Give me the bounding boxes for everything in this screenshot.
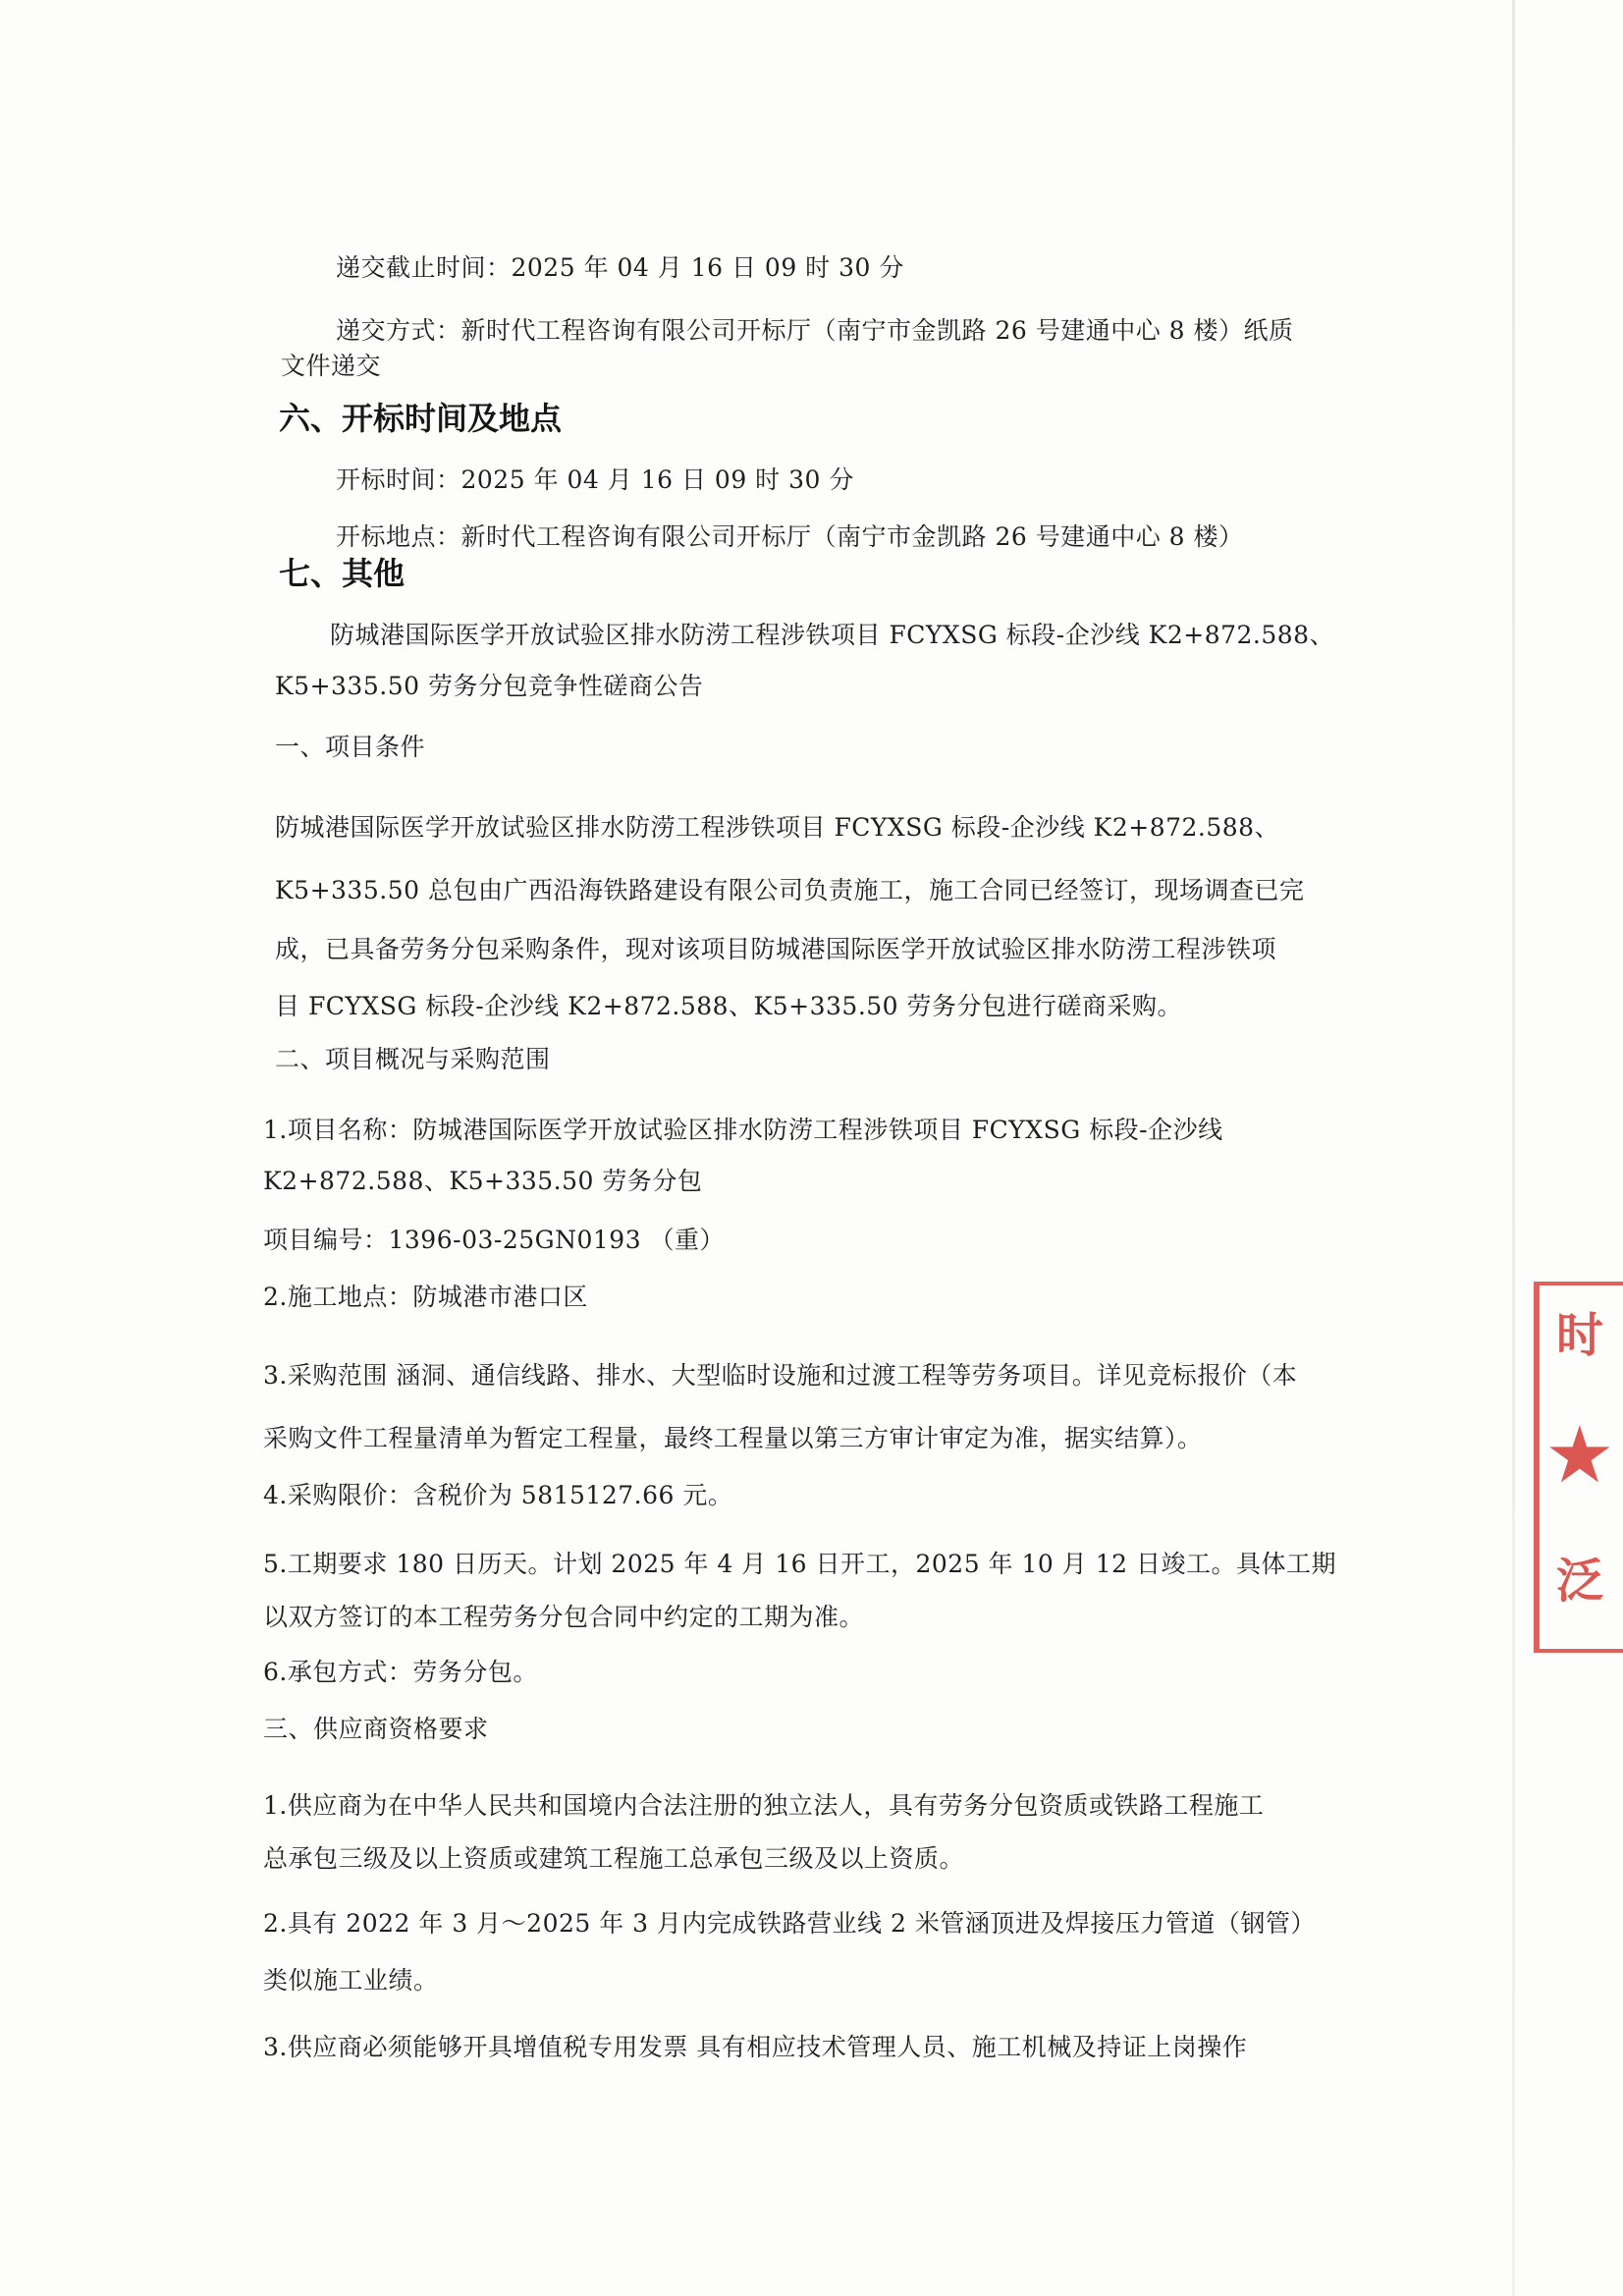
section-6-heading: 六、开标时间及地点 bbox=[279, 400, 563, 437]
part-1-heading: 一、项目条件 bbox=[275, 733, 426, 761]
part-1-line: K5+335.50 总包由广西沿海铁路建设有限公司负责施工，施工合同已经签订，现场调查已完 bbox=[275, 876, 1305, 904]
seal-char-bottom: 泛 bbox=[1556, 1554, 1604, 1609]
requirement-3: 3.供应商必须能够开具增值税专用发票 具有相应技术管理人员、施工机械及持证上岗操作 bbox=[263, 2033, 1248, 2061]
requirement-2-cont: 类似施工业绩。 bbox=[263, 1966, 439, 1995]
procurement-limit: 4.采购限价：含税价为 5815127.66 元。 bbox=[263, 1481, 733, 1509]
construction-location: 2.施工地点：防城港市港口区 bbox=[263, 1283, 588, 1311]
notice-title: 防城港国际医学开放试验区排水防涝工程涉铁项目 FCYXSG 标段-企沙线 K2+872.588、 bbox=[330, 621, 1335, 649]
submission-method: 递交方式：新时代工程咨询有限公司开标厅（南宁市金凯路 26 号建通中心 8 楼）纸质 bbox=[336, 316, 1294, 345]
notice-title-cont: K5+335.50 劳务分包竞争性磋商公告 bbox=[275, 672, 704, 700]
part-3-heading: 三、供应商资格要求 bbox=[263, 1715, 489, 1743]
part-1-line: 防城港国际医学开放试验区排水防涝工程涉铁项目 FCYXSG 标段-企沙线 K2+872.588、 bbox=[275, 813, 1280, 842]
part-1-line: 成，已具备劳务分包采购条件，现对该项目防城港国际医学开放试验区排水防涝工程涉铁项 bbox=[275, 935, 1277, 963]
seal-star-icon: ★ bbox=[1544, 1409, 1615, 1501]
requirement-1: 1.供应商为在中华人民共和国境内合法注册的独立法人，具有劳务分包资质或铁路工程施工 bbox=[263, 1791, 1265, 1820]
requirement-2: 2.具有 2022 年 3 月～2025 年 3 月内完成铁路营业线 2 米管涵顶进及焊接压力管道（钢管） bbox=[263, 1909, 1316, 1938]
contract-method: 6.承包方式：劳务分包。 bbox=[263, 1658, 538, 1686]
submission-deadline: 递交截止时间：2025 年 04 月 16 日 09 时 30 分 bbox=[336, 253, 904, 282]
project-number: 项目编号：1396-03-25GN0193 （重） bbox=[263, 1226, 726, 1254]
procurement-scope: 3.采购范围 涵洞、通信线路、排水、大型临时设施和过渡工程等劳务项目。详见竞标报价（本 bbox=[263, 1361, 1298, 1390]
construction-period: 5.工期要求 180 日历天。计划 2025 年 4 月 16 日开工，2025 年 10 月 12 日竣工。具体工期 bbox=[263, 1550, 1336, 1578]
part-2-heading: 二、项目概况与采购范围 bbox=[275, 1045, 551, 1073]
seal-char-top: 时 bbox=[1556, 1308, 1604, 1363]
procurement-scope-cont: 采购文件工程量清单为暂定工程量，最终工程量以第三方审计审定为准，据实结算）。 bbox=[263, 1424, 1203, 1452]
scan-edge bbox=[1512, 0, 1515, 2296]
submission-method-cont: 文件递交 bbox=[281, 352, 382, 380]
opening-time: 开标时间：2025 年 04 月 16 日 09 时 30 分 bbox=[336, 465, 854, 494]
section-7-heading: 七、其他 bbox=[279, 555, 406, 592]
project-name-cont: K2+872.588、K5+335.50 劳务分包 bbox=[263, 1167, 703, 1195]
project-name: 1.项目名称：防城港国际医学开放试验区排水防涝工程涉铁项目 FCYXSG 标段-企沙线 bbox=[263, 1116, 1223, 1144]
part-1-line: 目 FCYXSG 标段-企沙线 K2+872.588、K5+335.50 劳务分包进行磋商采购。 bbox=[275, 992, 1183, 1020]
opening-place: 开标地点：新时代工程咨询有限公司开标厅（南宁市金凯路 26 号建通中心 8 楼） bbox=[336, 522, 1244, 551]
construction-period-cont: 以双方签订的本工程劳务分包合同中约定的工期为准。 bbox=[263, 1603, 865, 1631]
requirement-1-cont: 总承包三级及以上资质或建筑工程施工总承包三级及以上资质。 bbox=[263, 1844, 965, 1873]
